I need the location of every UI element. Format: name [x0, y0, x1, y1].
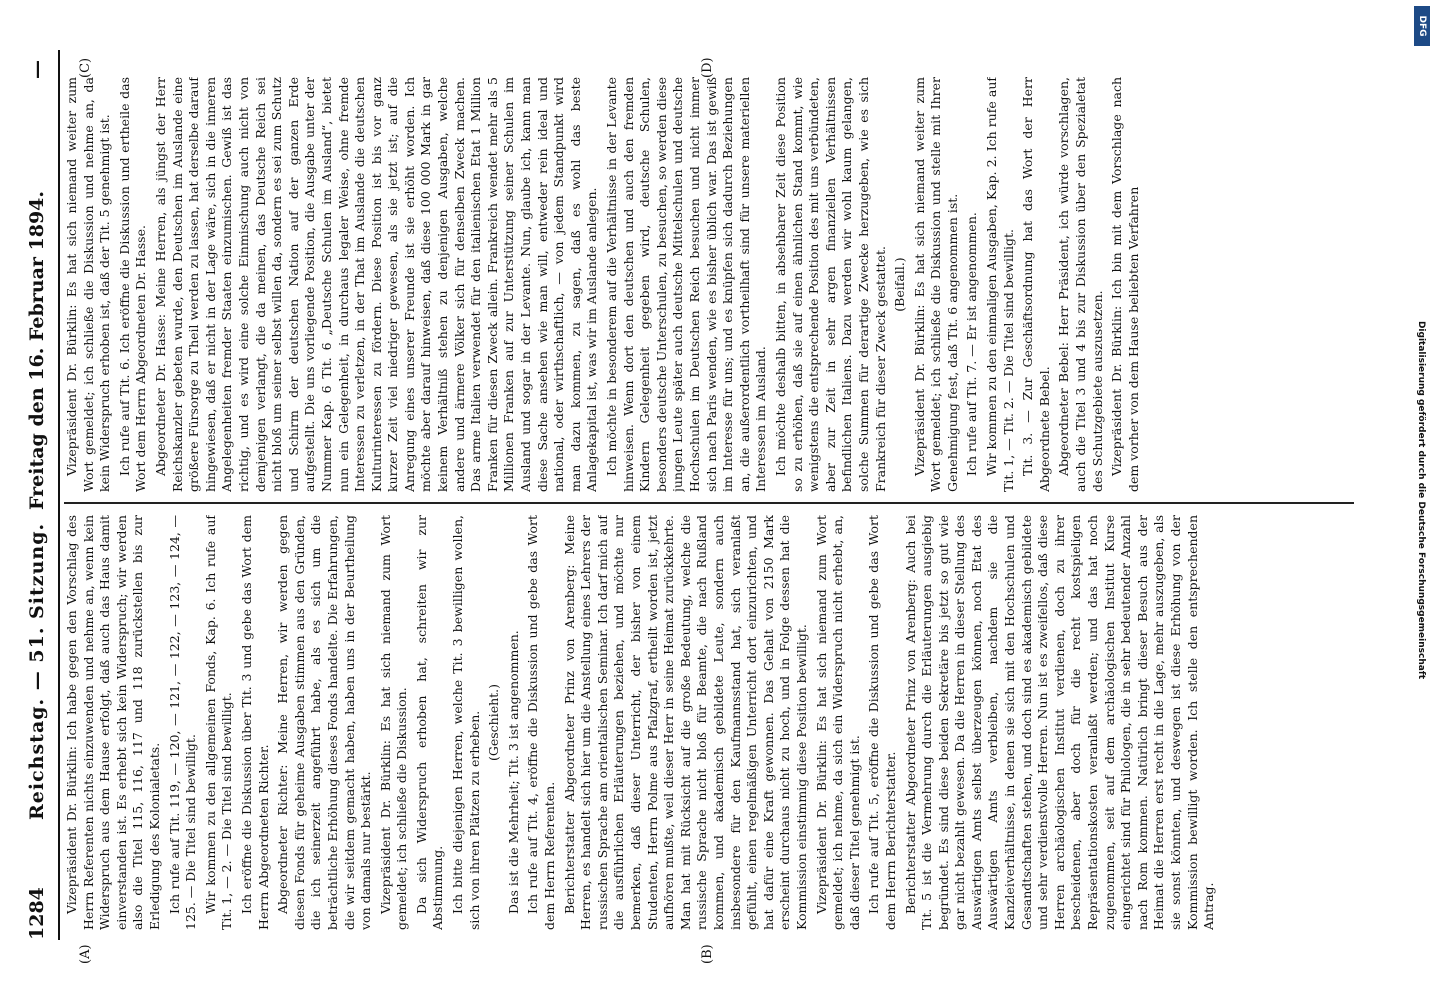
margin-mark-d: (D)	[700, 57, 715, 78]
paragraph: Vizepräsident Dr. Bürklin: Es hat sich niemand weiter zum Wort gemeldet; ich schließe die Diskussion und stelle mit Ihrer Genehmigung fest, daß Tit. 6 angenommen ist.	[911, 77, 960, 492]
column-divider	[64, 502, 1354, 504]
dfg-logo-text: DFG	[1417, 15, 1427, 37]
margin-mark-b: (B)	[700, 944, 715, 964]
paragraph: Ich möchte deshalb bitten, in absehbarer Zeit diese Position so zu erhöhen, daß sie auf einen ähnlichen Stand kommt, wie wenigstens die entsprechende Position des mit uns verbündeten, aber zur Zeit in sehr argen finanziellen Verhältnissen befindlichen Italiens. Dazu werden wir wohl kaum gelangen, solche Summen für derartige Zwecke herzugeben, wie es sich Frankreich für dieser Zweck gestattet.	[772, 77, 888, 492]
digitization-text: Digitalisierung gefördert durch die Deutsche Forschungsgemeinschaft	[1416, 320, 1426, 680]
paragraph: Ich rufe auf Tit. 6. Ich eröffne die Diskussion und ertheile das Wort dem Herrn Abgeordneten Dr. Hasse.	[116, 77, 149, 492]
paragraph: Vizepräsident Dr. Bürklin: Es hat sich niemand zum Wort gemeldet; ich schließe die Diskussion.	[377, 515, 410, 930]
paragraph: Ich eröffne die Diskussion über Tit. 3 und gebe das Wort dem Herrn Abgeordneten Richter.	[238, 515, 271, 930]
margin-mark-c: (C)	[78, 57, 93, 78]
paragraph: Ich rufe auf Tit. 119, — 120, — 121, — 122, — 123, — 124, — 125. — Die Titel sind bewilligt.	[166, 515, 199, 930]
paragraph: Ich rufe auf Tit. 7. — Er ist angenommen.	[964, 212, 980, 476]
header-rule	[58, 50, 60, 940]
page-header	[26, 60, 54, 940]
paragraph: Ich möchte in besonderem auf die Verhältnisse in der Levante hinweisen. Wenn dort den deutschen und auch den fremden Kindern Gelegenheit gegeben wird, deutsche Schulen, besonders deutsche Unterschulen, zu besuchen, so werden diese jungen Leute später auch deutsche Mittelschulen und deutsche Hochschulen im Deutschen Reich besuchen und nicht immer sich nach Paris wenden, wie es bisher üblich war. Das ist gewiß im Interesse für uns; und es knüpfen sich dadurch Beziehungen an, die außerordentlich vortheilhaft sind für unsere materiellen Interessen im Ausland.	[604, 77, 769, 492]
right-column	[64, 77, 1364, 492]
paragraph: (Beifall.)	[892, 257, 908, 312]
paragraph: Ich rufe auf Tit. 5, eröffne die Diskussion und gebe das Wort dem Herrn Berichterstatter.	[866, 515, 898, 930]
paragraph: Wir kommen zu den allgemeinen Fonds, Kap. 6. Ich rufe auf Tit. 1, — 2. — Die Titel sind bewilligt.	[202, 515, 235, 930]
session-title: Reichstag. — 51. Sitzung.	[26, 522, 48, 820]
dfg-logo	[1414, 6, 1430, 46]
paragraph: Das ist die Mehrheit; Tit. 3 ist angenommen.	[505, 630, 521, 914]
paragraph: Da sich Widerspruch erhoben hat, schreiten wir zur Abstimmung.	[413, 515, 446, 930]
paragraph: Abgeordneter Dr. Hasse: Meine Herren, als jüngst der Herr Reichskanzler gebeten wurde, den Deutschen im Auslande eine größere Fürsorge zu Theil werden zu lassen, hat derselbe darauf hingewiesen, daß er nicht in der Lage wäre, sich in die inneren Angelegenheiten fremder Staaten einzumischen. Gewiß ist das richtig, und es wird eine solche Einmischung auch nicht von demjenigen verlangt, die da meinen, das Deutsche Reich sei nicht bloß um seiner selbst willen da, sondern es sei zum Schutz und Schirm der deutschen Nation auf der ganzen Erde aufgestellt. Die uns vorliegende Position, die Ausgabe unter der Nummer Kap. 6 Tit. 6 „Deutsche Schulen im Ausland“, bietet nun ein Gelegenheit, in durchaus legaler Weise, ohne fremde Interessen zu verletzen, in der That im Auslande die deutschen Kulturinteressen zu fördern. Diese Position ist bis vor ganz kurzer Zeit viel niedriger gewesen, als sie jetzt ist; auf die Anregung eines unserer Freunde ist sie erhöht worden. Ich möchte aber darauf hinweisen, daß diese 100 000 Mark in gar keinem Verhältniß stehen zu denjenigen Ausgaben, welche andere und ärmere Völker sich für denselben Zweck machen. Das arme Italien verwendet für den italienischen Etat 1 Million Franken für diesen Zweck allein. Frankreich wendet mehr als 5 Millionen Franken auf zur Unterstützung seiner Schulen im Ausland und sogar in der Levante. Nun, glaube ich, kann man diese Sache ansehen wie man will, entweder rein ideal und national, oder wirthschaftlich, — von jedem Standpunkt wird man dazu kommen, zu sagen, daß es wohl das beste Anlagekapital ist, was wir im Auslande anlegen.	[152, 77, 600, 492]
left-column	[64, 515, 1364, 930]
page-number: 1284	[26, 887, 48, 940]
paragraph: Tit. 3. — Zur Geschäftsordnung hat das Wort der Herr Abgeordnete Bebel.	[1020, 77, 1052, 492]
digitization-note	[1414, 20, 1428, 980]
paragraph: Vizepräsident Dr. Bürklin: Es hat sich niemand weiter zum Wort gemeldet; ich schließe die Diskussion und nehme an, da kein Widerspruch erhoben ist, daß der Tit. 5 genehmigt ist.	[64, 77, 113, 492]
paragraph: Abgeordneter Richter: Meine Herren, wir werden gegen diesen Fonds für geheime Ausgaben stimmen aus den Gründen, die ich seinerzeit angeführt habe, als es sich um die beträchtliche Erhöhung dieses Fonds handelte. Die Erfahrungen, die wir seitdem gemacht haben, haben uns in der Beurtheilung von damals nur bestärkt.	[275, 515, 374, 930]
paragraph: (Geschieht.)	[486, 683, 502, 762]
paragraph: Berichterstatter Abgeordneter Prinz von Arenberg: Meine Herren, es handelt sich hier um die Anstellung eines Lehrers der russischen Sprache am orientalischen Seminar. Ich darf mich auf die ausführlichen Erläuterungen beziehen, und möchte nur bemerken, daß dieser Unterricht, der bisher von einem Studenten, Herrn Polme aus Pfalzgraf, ertheilt worden ist, jetzt aufhören mußte, weil dieser Herr in seine Heimat zurückkehrte. Man hat mit Rücksicht auf die große Bedeutung, welche die russische Sprache nicht bloß für Beamte, die nach Rußland kommen, und akademisch gebildete Leute, sondern auch insbesondere für den Kaufmannsstand hat, sich veranlaßt gefühlt, einen regelmäßigen Unterricht dort einzurichten, und hat dafür eine Kraft gewonnen. Das Gehalt von 2150 Mark erscheint durchaus nicht zu hoch, und in Folge dessen hat die Kommission einstimmig diese Position bewilligt.	[561, 515, 809, 930]
paragraph: Ich rufe auf Tit. 4, eröffne die Diskussion und gebe das Wort dem Herrn Referenten.	[525, 515, 558, 930]
margin-mark-a: (A)	[78, 944, 93, 964]
paragraph: Vizepräsident Dr. Bürklin: Ich habe gegen den Vorschlag des Herrn Referenten nichts einzuwenden und nehme an, wenn kein Widerspruch aus dem Hause erfolgt, daß auch das Haus damit einverstanden ist. Es erhebt sich kein Widerspruch; wir werden also die Titel 115, 116, 117 und 118 zurückstellen bis zur Erledigung des Kolonialetats.	[64, 515, 162, 930]
paragraph: Ich bitte diejenigen Herren, welche Tit. 3 bewilligen wollen, sich von ihren Plätzen zu erheben.	[450, 515, 482, 930]
paragraph: Vizepräsident Dr. Bürklin: Es hat sich niemand zum Wort gemeldet; ich nehme, da sich ein Widerspruch nicht erhebt, an, daß dieser Titel genehmigt ist.	[813, 515, 862, 930]
paragraph: Berichterstatter Abgeordneter Prinz von Arenberg: Auch bei Tit. 5 ist die Vermehrung durch die Erläuterungen ausgiebig begründet. Es sind diese beiden Sekretäre bis jetzt so gut wie gar nicht bezahlt gewesen. Da die Herren in dieser Stellung des Auswärtigen Amts selbst überzeugen können, noch Etat des Auswärtigen Amts verbleiben, nachdem sie die Kanzleiverhältnisse, in denen sie sich mit den Hochschulen und Gesandtschaften stehen, und doch sind es akademisch gebildete und sehr verdienstvolle Herren. Nun ist es zweifellos, daß diese Herren archäologischen Institut verdienen, doch zu ihrer bescheidenen, aber doch für die recht kostspieligen Repräsentationskosten veranlaßt werden; und das hat noch zugenommen, seit auf dem archäologischen Institut Kurse eingerichtet sind für Philologen, die in sehr bedeutender Anzahl nach Rom kommen. Natürlich bringt dieser Besuch aus der Heimat die Herren erst recht in die Lage, mehr auszugeben, als sie sonst könnten, und deswegen ist diese Erhöhung von der Kommission bewilligt worden. Ich stelle den entsprechenden Antrag.	[902, 515, 1217, 930]
header-mark: —	[26, 60, 48, 79]
paragraph: Wir kommen zu den einmaligen Ausgaben, Kap. 2. Ich rufe auf Tit. 1, — Tit. 2. — Die Titel sind bewilligt.	[984, 77, 1016, 492]
session-date: Freitag den 16. Februar 1894.	[26, 190, 48, 510]
paragraph: Abgeordneter Bebel: Herr Präsident, ich würde vorschlagen, auch die Titel 3 und 4 bis zur Diskussion über den Spezialetat des Schutzgebiete auszusetzen.	[1056, 77, 1105, 492]
paragraph: Vizepräsident Dr. Bürklin: Ich bin mit dem Vorschlage nach dem vorher von dem Hause beliebten Verfahren	[1109, 77, 1141, 492]
